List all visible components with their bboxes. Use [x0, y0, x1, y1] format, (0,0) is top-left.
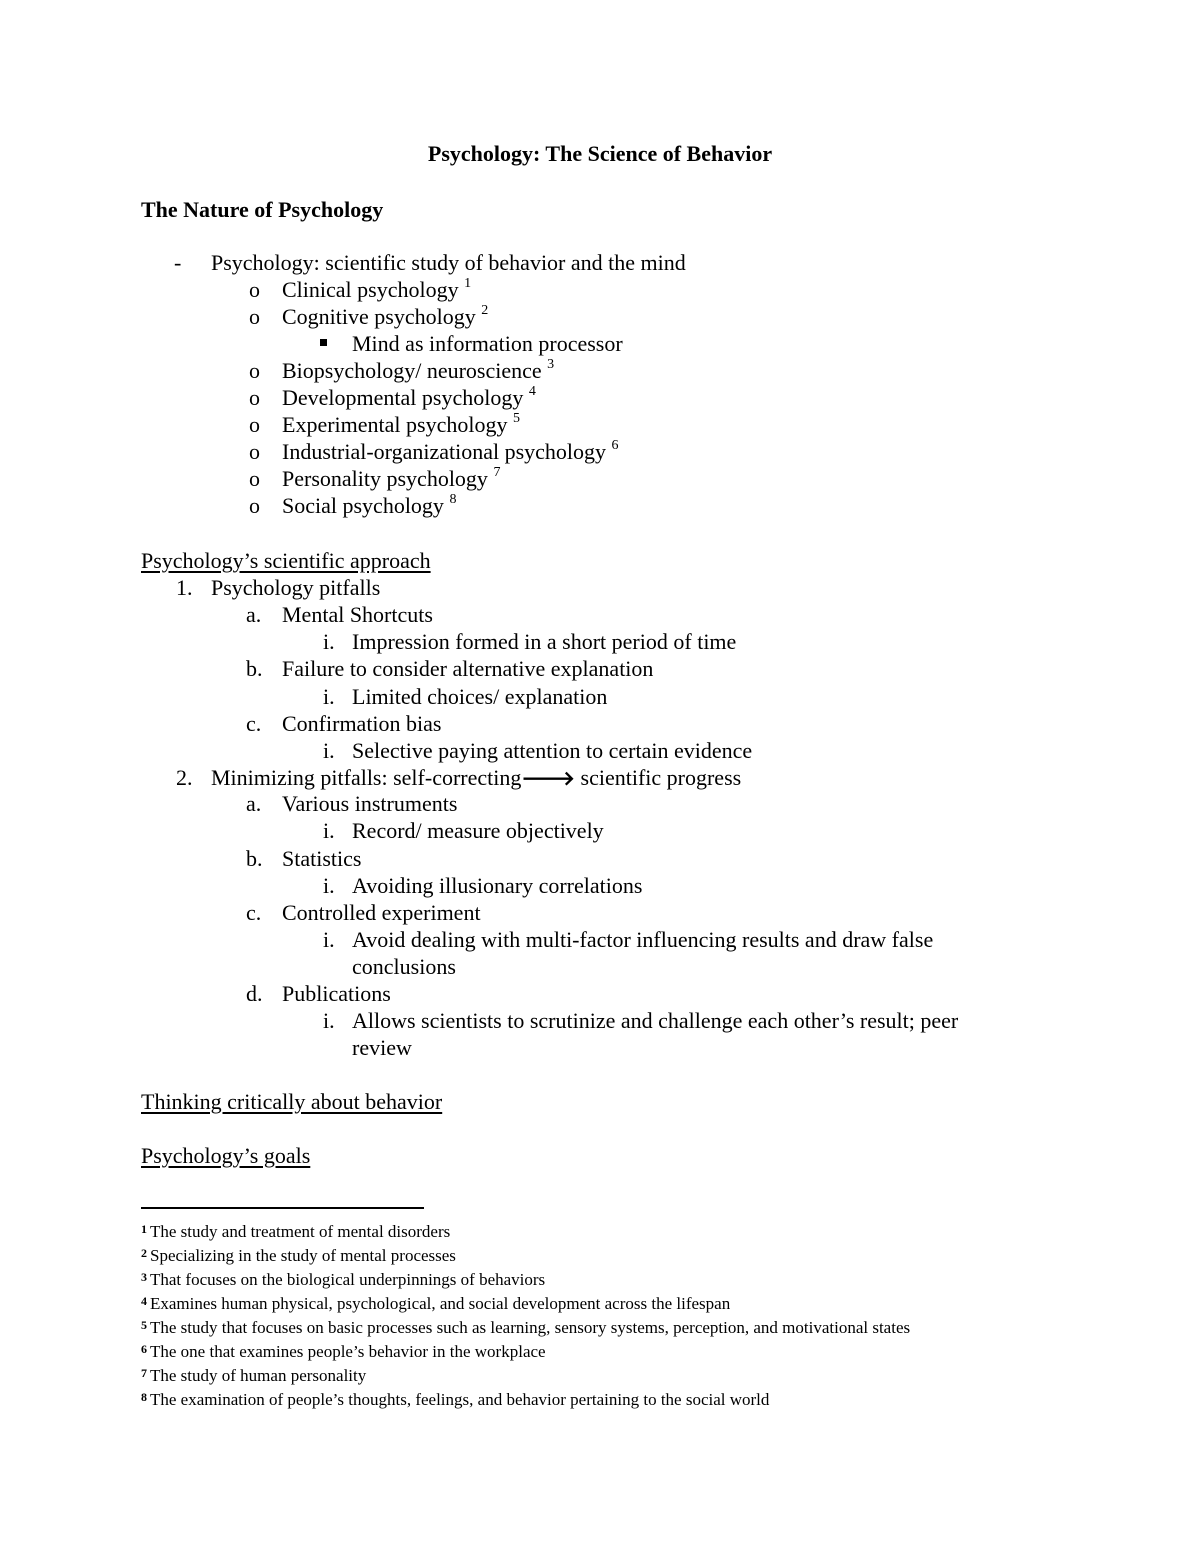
list-item-controlled-experiment: Controlled experiment	[282, 900, 481, 925]
circle-marker: o	[249, 493, 260, 518]
list-letter: b.	[246, 846, 263, 871]
footnote-ref: 3	[547, 356, 555, 372]
list-item-cognitive: Cognitive psychology $^2$	[282, 302, 489, 329]
list-letter: a.	[246, 791, 262, 816]
footnote-5: $^5$ The study that focuses on basic processes such as learning, sensory systems, perception, and motivational states	[141, 1318, 911, 1337]
list-item-illusionary-correlations: Avoiding illusionary correlations	[352, 873, 643, 898]
footnote-ref: 4	[528, 383, 536, 399]
list-item-minimizing-pitfalls: Minimizing pitfalls: self-correcting🡒 scientific progress	[211, 765, 742, 790]
list-item-publications: Publications	[282, 981, 391, 1006]
footnote-8: $^8$ The examination of people’s thoughts, feelings, and behavior pertaining to the social world	[141, 1390, 770, 1409]
list-number: 2.	[176, 765, 193, 790]
dash-marker: -	[174, 250, 182, 275]
circle-marker: o	[249, 466, 260, 491]
list-item-mental-shortcuts: Mental Shortcuts	[282, 602, 433, 627]
list-letter: d.	[246, 981, 263, 1006]
list-roman: i.	[323, 738, 335, 763]
footnote-4: $^4$ Examines human physical, psychological, and social development across the lifespan	[141, 1294, 731, 1313]
footnote-ref: 1	[464, 275, 472, 291]
list-roman: i.	[323, 629, 335, 654]
list-item-industrial: Industrial-organizational psychology $^6$	[282, 437, 619, 464]
list-item-social: Social psychology $^8$	[282, 491, 457, 518]
list-roman: i.	[323, 1008, 335, 1033]
list-roman: i.	[323, 927, 335, 952]
list-number: 1.	[176, 575, 193, 600]
list-item-mind-processor: Mind as information processor	[352, 331, 623, 356]
list-letter: a.	[246, 602, 262, 627]
list-item-avoid-multifactor: Avoid dealing with multi-factor influencing results and draw false	[352, 927, 934, 952]
footnote-ref: 2	[481, 302, 489, 318]
square-bullet-icon	[320, 339, 327, 346]
footnote-6: $^6$ The one that examines people’s behavior in the workplace	[141, 1342, 546, 1361]
list-letter: c.	[246, 711, 262, 736]
psychology-definition: Psychology: scientific study of behavior and the mind	[211, 250, 686, 275]
footnote-separator	[141, 1207, 424, 1209]
list-item-clinical: Clinical psychology $^1$	[282, 275, 472, 302]
circle-marker: o	[249, 304, 260, 329]
list-item-statistics: Statistics	[282, 846, 362, 871]
list-roman: i.	[323, 684, 335, 709]
circle-marker: o	[249, 385, 260, 410]
section-heading-goals: Psychology’s goals	[141, 1143, 311, 1168]
footnote-ref: 5	[512, 410, 520, 426]
footnote-3: $^3$ That focuses on the biological underpinnings of behaviors	[141, 1270, 546, 1289]
footnote-7: $^7$ The study of human personality	[141, 1366, 367, 1385]
footnote-ref: 8	[449, 491, 457, 507]
list-item-various-instruments: Various instruments	[282, 791, 458, 816]
footnote-2: $^2$ Specializing in the study of mental processes	[141, 1246, 456, 1265]
section-heading-thinking-critically: Thinking critically about behavior	[141, 1089, 443, 1114]
right-arrow-icon: 🡒	[521, 766, 576, 790]
list-item-experimental: Experimental psychology $^5$	[282, 410, 520, 437]
circle-marker: o	[249, 439, 260, 464]
list-letter: c.	[246, 900, 262, 925]
list-item-selective-attention: Selective paying attention to certain evidence	[352, 738, 753, 763]
list-letter: b.	[246, 656, 263, 681]
section-heading-scientific-approach: Psychology’s scientific approach	[141, 548, 431, 573]
list-item-biopsychology: Biopsychology/ neuroscience $^3$	[282, 356, 555, 383]
list-item-peer-review: Allows scientists to scrutinize and challenge each other’s result; peer	[352, 1008, 959, 1033]
list-item-peer-review-cont: review	[352, 1035, 412, 1060]
list-item-record-measure: Record/ measure objectively	[352, 818, 604, 843]
list-item-pitfalls: Psychology pitfalls	[211, 575, 381, 600]
footnote-1: $^1$ The study and treatment of mental disorders	[141, 1222, 451, 1241]
list-roman: i.	[323, 873, 335, 898]
circle-marker: o	[249, 277, 260, 302]
list-item-limited-choices: Limited choices/ explanation	[352, 684, 608, 709]
list-roman: i.	[323, 818, 335, 843]
circle-marker: o	[249, 358, 260, 383]
document-title: Psychology: The Science of Behavior	[427, 141, 773, 166]
list-item-confirmation-bias: Confirmation bias	[282, 711, 442, 736]
circle-marker: o	[249, 412, 260, 437]
section-heading-nature: The Nature of Psychology	[141, 197, 384, 222]
list-item-avoid-multifactor-cont: conclusions	[352, 954, 456, 979]
footnote-ref: 7	[493, 464, 501, 480]
list-item-developmental: Developmental psychology $^4$	[282, 383, 536, 410]
footnote-ref: 6	[611, 437, 619, 453]
list-item-failure-alternative: Failure to consider alternative explanation	[282, 656, 654, 681]
list-item-personality: Personality psychology $^7$	[282, 464, 501, 491]
list-item-impression: Impression formed in a short period of time	[352, 629, 737, 654]
